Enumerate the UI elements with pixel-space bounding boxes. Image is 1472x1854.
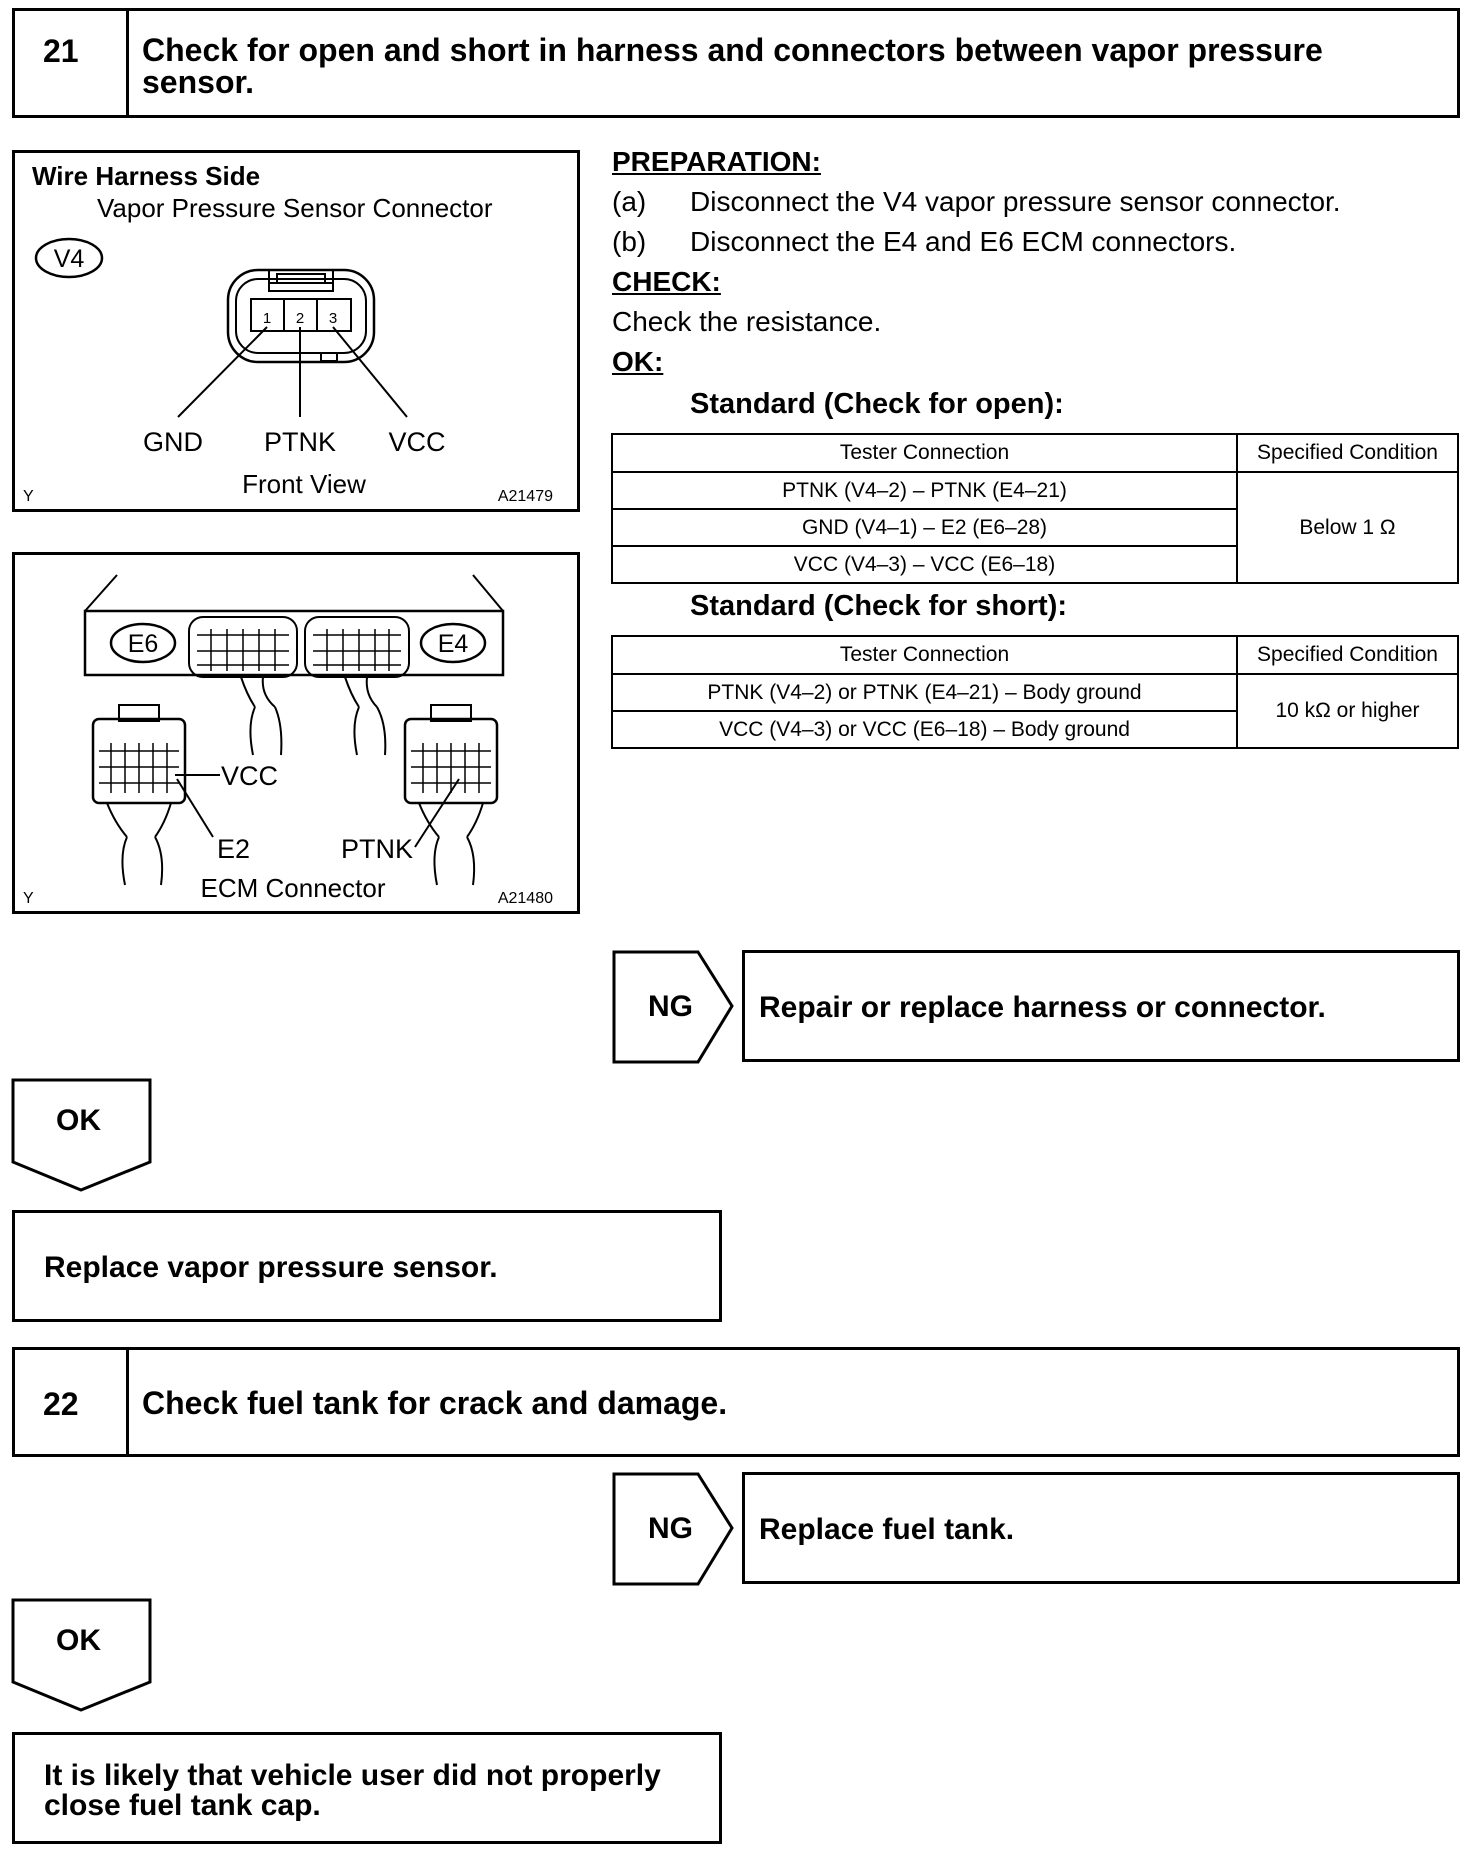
- step-title-line2: sensor.: [142, 64, 255, 100]
- table-cell: VCC (V4–3) – VCC (E6–18): [612, 546, 1237, 583]
- connector-id-text: V4: [53, 245, 85, 273]
- ng-label: NG: [648, 990, 693, 1023]
- ng-action-box: [742, 950, 1460, 1062]
- step-22-header: [12, 1347, 1460, 1457]
- check-heading: CHECK:: [612, 266, 721, 297]
- prep-step-b-text: Disconnect the E4 and E6 ECM connectors.: [690, 226, 1237, 257]
- result-text-line2: close fuel tank cap.: [44, 1789, 321, 1822]
- col-header-connection: Tester Connection: [612, 636, 1237, 674]
- label-gnd: GND: [143, 427, 203, 457]
- table-cell: PTNK (V4–2) or PTNK (E4–21) – Body ground: [612, 674, 1237, 711]
- figure-corner-mark: Y: [23, 890, 34, 907]
- e6-label: E6: [127, 630, 159, 658]
- open-standard-title: Standard (Check for open):: [690, 388, 1064, 420]
- ecm-connector-diagram: [15, 555, 577, 911]
- label-ptnk: PTNK: [263, 427, 337, 457]
- table-cell: VCC (V4–3) or VCC (E6–18) – Body ground: [612, 711, 1237, 748]
- figure-ref: A21480: [497, 890, 553, 907]
- result-text-line1: It is likely that vehicle user did not properly: [44, 1759, 661, 1792]
- condition-cell: 10 kΩ or higher: [1237, 674, 1458, 748]
- ng-action-text: Replace fuel tank.: [759, 1513, 1015, 1546]
- label-vcc: VCC: [388, 427, 446, 457]
- col-header-connection: Tester Connection: [612, 434, 1237, 472]
- step-divider: [126, 11, 129, 115]
- condition-cell: Below 1 Ω: [1237, 472, 1458, 583]
- prep-step-b-marker: (b): [612, 226, 647, 257]
- step-divider: [126, 1350, 129, 1454]
- label-e2: E2: [217, 834, 251, 864]
- pin-1-label: 1: [262, 310, 272, 327]
- ng-action-text: Repair or replace harness or connector.: [759, 991, 1326, 1024]
- figure-subheading: Vapor Pressure Sensor Connector: [97, 193, 493, 223]
- open-standard-table: [611, 433, 1459, 584]
- result-text: Replace vapor pressure sensor.: [44, 1251, 498, 1284]
- col-header-condition: Specified Condition: [1237, 434, 1458, 472]
- table-cell: GND (V4–1) – E2 (E6–28): [612, 509, 1237, 546]
- ng-label: NG: [648, 1512, 693, 1545]
- figure-ecm-connector: [12, 552, 580, 914]
- check-text: Check the resistance.: [612, 306, 882, 337]
- ok-label: OK: [56, 1624, 101, 1657]
- prep-step-a-marker: (a): [612, 186, 647, 217]
- step-title-line1: Check for open and short in harness and connectors between vapor pressure: [142, 32, 1323, 68]
- prep-step-a-text: Disconnect the V4 vapor pressure sensor connector.: [690, 186, 1341, 217]
- e4-label: E4: [437, 630, 469, 658]
- label-vcc: VCC: [221, 761, 279, 791]
- result-box-2: [12, 1732, 722, 1844]
- pin-2-label: 2: [295, 310, 305, 327]
- figure-corner-mark: Y: [23, 488, 34, 505]
- preparation-heading: PREPARATION:: [612, 146, 821, 177]
- step-number: 22: [43, 1386, 79, 1422]
- figure-heading: Wire Harness Side: [32, 161, 261, 191]
- short-standard-table: [611, 635, 1459, 749]
- table-cell: PTNK (V4–2) – PTNK (E4–21): [612, 472, 1237, 509]
- col-header-condition: Specified Condition: [1237, 636, 1458, 674]
- step-title: Check fuel tank for crack and damage.: [142, 1385, 728, 1421]
- figure-caption: Front View: [242, 469, 366, 499]
- label-ptnk: PTNK: [341, 834, 414, 864]
- figure-vapor-sensor-connector: [12, 150, 580, 512]
- ok-label: OK: [56, 1104, 101, 1137]
- pin-3-label: 3: [328, 310, 338, 327]
- figure-ref: A21479: [497, 488, 553, 505]
- step-number: 21: [43, 33, 79, 69]
- figure-caption: ECM Connector: [200, 873, 386, 903]
- short-standard-title: Standard (Check for short):: [690, 590, 1068, 622]
- result-box-1: [12, 1210, 722, 1322]
- step-21-header: [12, 8, 1460, 118]
- ng-action-box: [742, 1472, 1460, 1584]
- ok-heading: OK:: [612, 346, 664, 377]
- v4-connector-diagram: [15, 153, 577, 509]
